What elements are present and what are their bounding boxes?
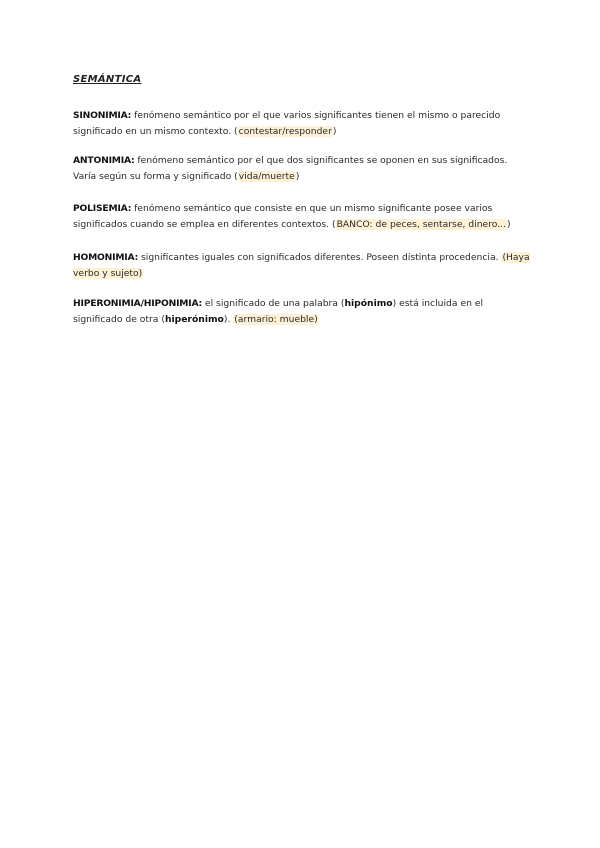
example-highlight: BANCO: de peces, sentarse, dinero... [336,218,506,230]
example-highlight: (Haya verbo y sujeto) [73,252,530,279]
bold-term-hiponimo: hipónimo [344,298,393,309]
closing-paren: ) [332,125,337,137]
definition-polisemia [73,201,533,232]
definition-hiperonimia [73,296,533,327]
term-label: SINONIMIA: [73,110,132,121]
definition-antonimia [73,153,533,184]
bold-term-hiperonimo: hiperónimo [164,313,224,325]
term-label: POLISEMIA: [73,203,132,214]
definition-text: el significado de una palabra ( [202,298,345,309]
page-title: SEMÁNTICA [73,74,142,85]
closing-paren: ) [295,170,300,182]
term-label: ANTONIMIA: [73,155,135,166]
definition-text: ) está incluida en el significado de otra ( [73,298,484,325]
example-highlight: contestar/responder [238,125,332,137]
example-highlight: (armario: mueble) [234,313,318,325]
term-label: HOMONIMIA: [73,252,139,263]
definition-text: fenómeno semántico por el que dos significantes se oponen en sus significados. Varía según su forma y significado ( [73,155,508,182]
definition-text: ). [223,313,234,325]
term-label: HIPERONIMIA/HIPONIMIA: [73,298,203,309]
definition-sinonimia [73,108,533,139]
definition-text: fenómeno semántico por el que varios significantes tienen el mismo o parecido significado en un mismo contexto. ( [73,110,501,137]
definition-text: significantes iguales con significados diferentes. Poseen distinta procedencia. [138,252,502,263]
closing-paren: ) [506,218,511,230]
definition-homonimia [73,250,533,281]
example-highlight: vida/muerte [238,170,295,182]
definition-text: fenómeno semántico que consiste en que un mismo significante posee varios significados cuando se emplea en diferentes contextos. ( [73,203,493,230]
